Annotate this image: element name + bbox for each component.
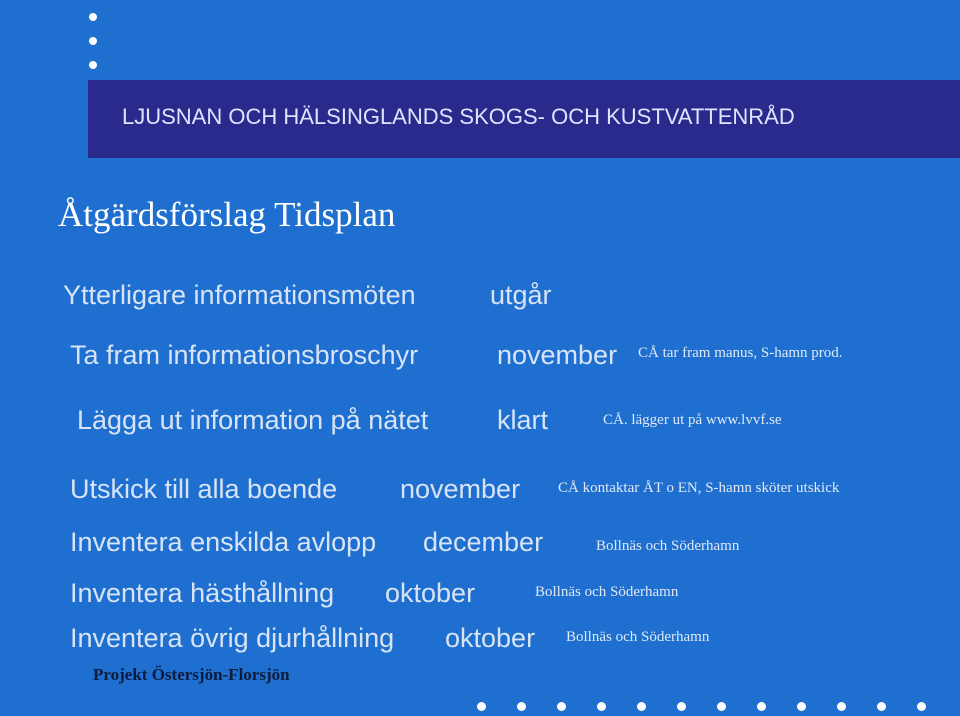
decor-dot [717, 702, 726, 711]
task-timing: december [423, 527, 544, 557]
decor-dot [877, 702, 886, 711]
task-note: CÅ. lägger ut på www.lvvf.se [603, 412, 782, 428]
task-label: Utskick till alla boende [70, 474, 338, 504]
task-note: Bollnäs och Söderhamn [566, 629, 710, 645]
task-note: Bollnäs och Söderhamn [535, 584, 679, 600]
footer-project: Projekt Östersjön-Florsjön [93, 665, 290, 684]
task-timing: klart [497, 405, 549, 435]
decor-dot [517, 702, 526, 711]
decor-dot [89, 13, 97, 21]
task-label: Ta fram informationsbroschyr [70, 340, 419, 370]
decor-dot [89, 61, 97, 69]
header-banner [88, 80, 960, 158]
decor-dot [797, 702, 806, 711]
task-timing: oktober [385, 578, 476, 608]
decor-dot [597, 702, 606, 711]
task-note: Bollnäs och Söderhamn [596, 538, 740, 554]
task-label: Lägga ut information på nätet [77, 405, 429, 435]
task-label: Inventera enskilda avlopp [70, 527, 377, 557]
decor-dot [637, 702, 646, 711]
task-timing: oktober [445, 623, 536, 653]
task-label: Ytterligare informationsmöten [63, 280, 416, 310]
decor-dot [477, 702, 486, 711]
task-label: Inventera hästhållning [70, 578, 335, 608]
decor-dot [557, 702, 566, 711]
decor-dot [89, 37, 97, 45]
decor-dot [757, 702, 766, 711]
decor-dot [837, 702, 846, 711]
task-note: CÅ kontaktar ÅT o EN, S-hamn sköter utskick [558, 480, 840, 496]
task-note: CÅ tar fram manus, S-hamn prod. [638, 345, 843, 361]
banner-title: LJUSNAN OCH HÄLSINGLANDS SKOGS- OCH KUSTVATTENRÅD [122, 104, 795, 129]
task-timing: november [400, 474, 521, 504]
slide-title: Åtgärdsförslag Tidsplan [58, 195, 396, 234]
task-timing: utgår [490, 280, 552, 310]
task-timing: november [497, 340, 618, 370]
task-label: Inventera övrig djurhållning [70, 623, 395, 653]
decor-dot [677, 702, 686, 711]
decor-dot [917, 702, 926, 711]
